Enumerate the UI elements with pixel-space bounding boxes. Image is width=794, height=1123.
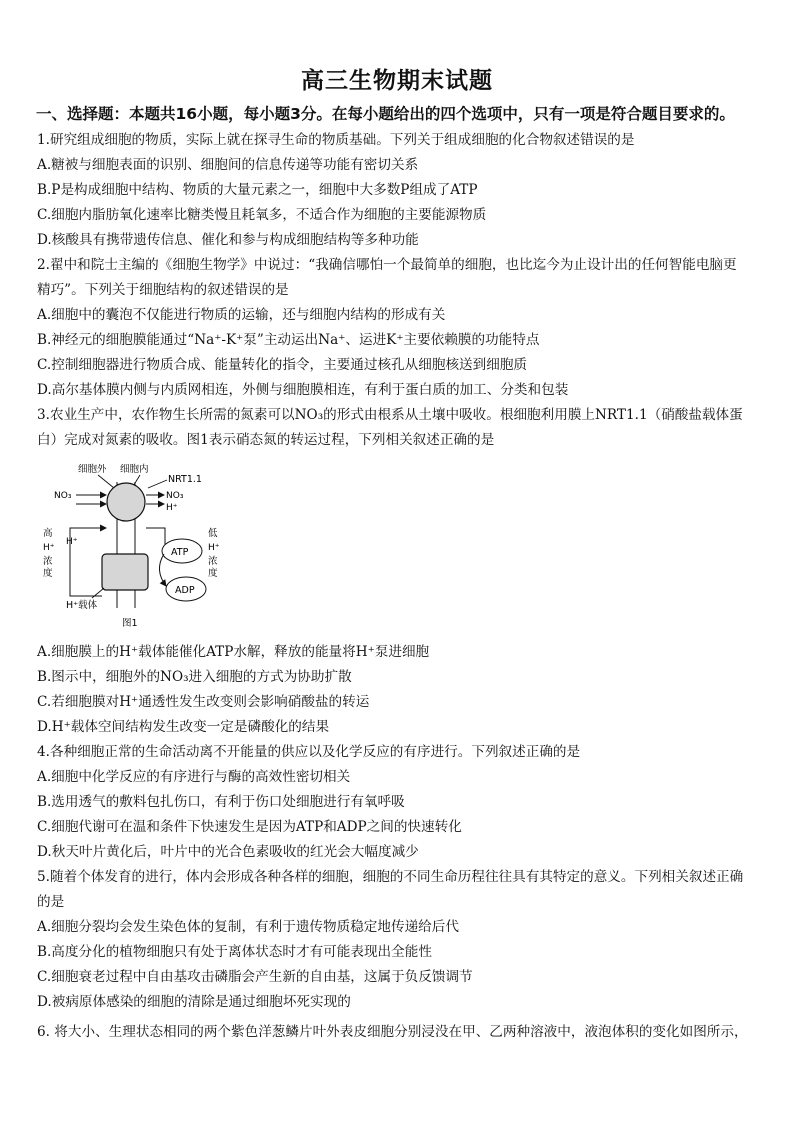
- q3-option-b: B.图示中，细胞外的NO₃进入细胞的方式为协助扩散: [37, 669, 352, 685]
- h-carrier: [102, 554, 148, 590]
- label-no3-in: NO₃: [166, 491, 184, 501]
- q3-option-c: C.若细胞膜对H⁺通透性发生改变则会影响硝酸盐的转运: [37, 694, 370, 710]
- label-high-h-2: H⁺: [43, 543, 55, 553]
- q1-option-b: B.P是构成细胞中结构、物质的大量元素之一，细胞中大多数P组成了ATP: [37, 182, 478, 198]
- q4-option-a: A.细胞中化学反应的有序进行与酶的高效性密切相关: [37, 769, 351, 785]
- label-low-h-4: 度: [208, 568, 218, 579]
- label-low-h-2: H⁺: [208, 543, 220, 553]
- label-high-h-4: 度: [43, 568, 53, 579]
- q5-option-d: D.被病原体感染的细胞的清除是通过细胞坏死实现的: [37, 994, 351, 1010]
- section-heading: 一、选择题：本题共16小题，每小题3分。在每小题给出的四个选项中，只有一项是符合题目要求的。: [36, 105, 735, 123]
- q5-option-c: C.细胞衰老过程中自由基攻击磷脂会产生新的自由基，这属于负反馈调节: [37, 969, 473, 985]
- q2-option-a: A.细胞中的囊泡不仅能进行物质的运输，还与细胞内结构的形成有关: [37, 307, 446, 323]
- q5-stem-line1: 5.随着个体发育的进行，体内会形成各种各样的细胞，细胞的不同生命历程往往具有其特定的意义。下列相关叙述正确: [37, 869, 744, 885]
- q1-option-a: A.糖被与细胞表面的识别、细胞间的信息传递等功能有密切关系: [37, 157, 419, 173]
- q4-option-c: C.细胞代谢可在温和条件下快速发生是因为ATP和ADP之间的快速转化: [37, 819, 462, 835]
- figure-1-diagram: [40, 458, 240, 633]
- label-atp: ATP: [171, 547, 189, 558]
- nrt-transporter: [107, 483, 145, 521]
- label-outside: 细胞外: [78, 464, 107, 475]
- q1-option-d: D.核酸具有携带遗传信息、催化和参与构成细胞结构等多种功能: [37, 232, 419, 248]
- label-h-in: H⁺: [166, 503, 178, 513]
- q4-option-d: D.秋天叶片黄化后，叶片中的光合色素吸收的红光会大幅度减少: [37, 844, 419, 860]
- q3-option-d: D.H⁺载体空间结构发生改变一定是磷酸化的结果: [37, 719, 330, 735]
- leader-nrt: [148, 480, 167, 488]
- q5-option-b: B.高度分化的植物细胞只有处于离体状态时才有可能表现出全能性: [37, 944, 432, 960]
- label-h-mid: H⁺: [66, 537, 78, 547]
- label-low-h-3: 浓: [208, 556, 218, 567]
- label-carrier: H⁺载体: [66, 600, 98, 611]
- figure-1-svg: [40, 458, 240, 633]
- arrow-atp-adp: [159, 554, 166, 586]
- q5-stem-line2: 的是: [37, 894, 65, 910]
- label-no3-out: NO₃: [54, 491, 72, 501]
- figure-caption: 图1: [122, 618, 138, 629]
- q3-stem-line1: 3.农业生产中，农作物生长所需的氮素可以NO₃的形式由根系从土壤中吸收。根细胞利用膜上NRT1.1（硝酸盐载体蛋: [37, 407, 743, 423]
- q6-stem-line1: 6. 将大小、生理状态相同的两个紫色洋葱鳞片叶外表皮细胞分别浸没在甲、乙两种溶液中，液泡体积的变化如图所示，: [37, 1024, 748, 1040]
- label-adp: ADP: [175, 585, 195, 596]
- q5-option-a: A.细胞分裂均会发生染色体的复制，有利于遗传物质稳定地传递给后代: [37, 919, 459, 935]
- q2-stem-line2: 精巧”。下列关于细胞结构的叙述错误的是: [37, 282, 289, 298]
- label-inside: 细胞内: [120, 464, 149, 475]
- q4-stem: 4.各种细胞正常的生命活动离不开能量的供应以及化学反应的有序进行。下列叙述正确的是: [37, 744, 581, 760]
- label-nrt: NRT1.1: [168, 474, 202, 485]
- leader-outside: [98, 475, 114, 488]
- q2-option-b: B.神经元的细胞膜能通过“Na⁺-K⁺泵”主动运出Na⁺、运进K⁺主要依赖膜的功能特点: [37, 332, 540, 348]
- q2-option-d: D.高尔基体膜内侧与内质网相连，外侧与细胞膜相连，有利于蛋白质的加工、分类和包装: [37, 382, 569, 398]
- q1-option-c: C.细胞内脂肪氧化速率比糖类慢且耗氧多，不适合作为细胞的主要能源物质: [37, 207, 487, 223]
- q3-option-a: A.细胞膜上的H⁺载体能催化ATP水解，释放的能量将H⁺泵进细胞: [37, 644, 430, 660]
- q2-option-c: C.控制细胞器进行物质合成、能量转化的指令，主要通过核孔从细胞核送到细胞质: [37, 357, 528, 373]
- q4-option-b: B.选用透气的敷料包扎伤口，有利于伤口处细胞进行有氧呼吸: [37, 794, 405, 810]
- q2-stem-line1: 2.翟中和院士主编的《细胞生物学》中说过：“我确信哪怕一个最简单的细胞，也比迄今为止设计出的任何智能电脑更: [37, 257, 737, 273]
- label-high-h-1: 高: [43, 528, 53, 539]
- label-low-h-1: 低: [208, 528, 218, 539]
- page-title: 高三生物期末试题: [301, 68, 493, 94]
- q1-stem: 1.研究组成细胞的物质，实际上就在探寻生命的物质基础。下列关于组成细胞的化合物叙述错误的是: [37, 132, 635, 148]
- label-high-h-3: 浓: [43, 556, 53, 567]
- q3-stem-line2: 白）完成对氮素的吸收。图1表示硝态氮的转运过程，下列相关叙述正确的是: [37, 432, 495, 448]
